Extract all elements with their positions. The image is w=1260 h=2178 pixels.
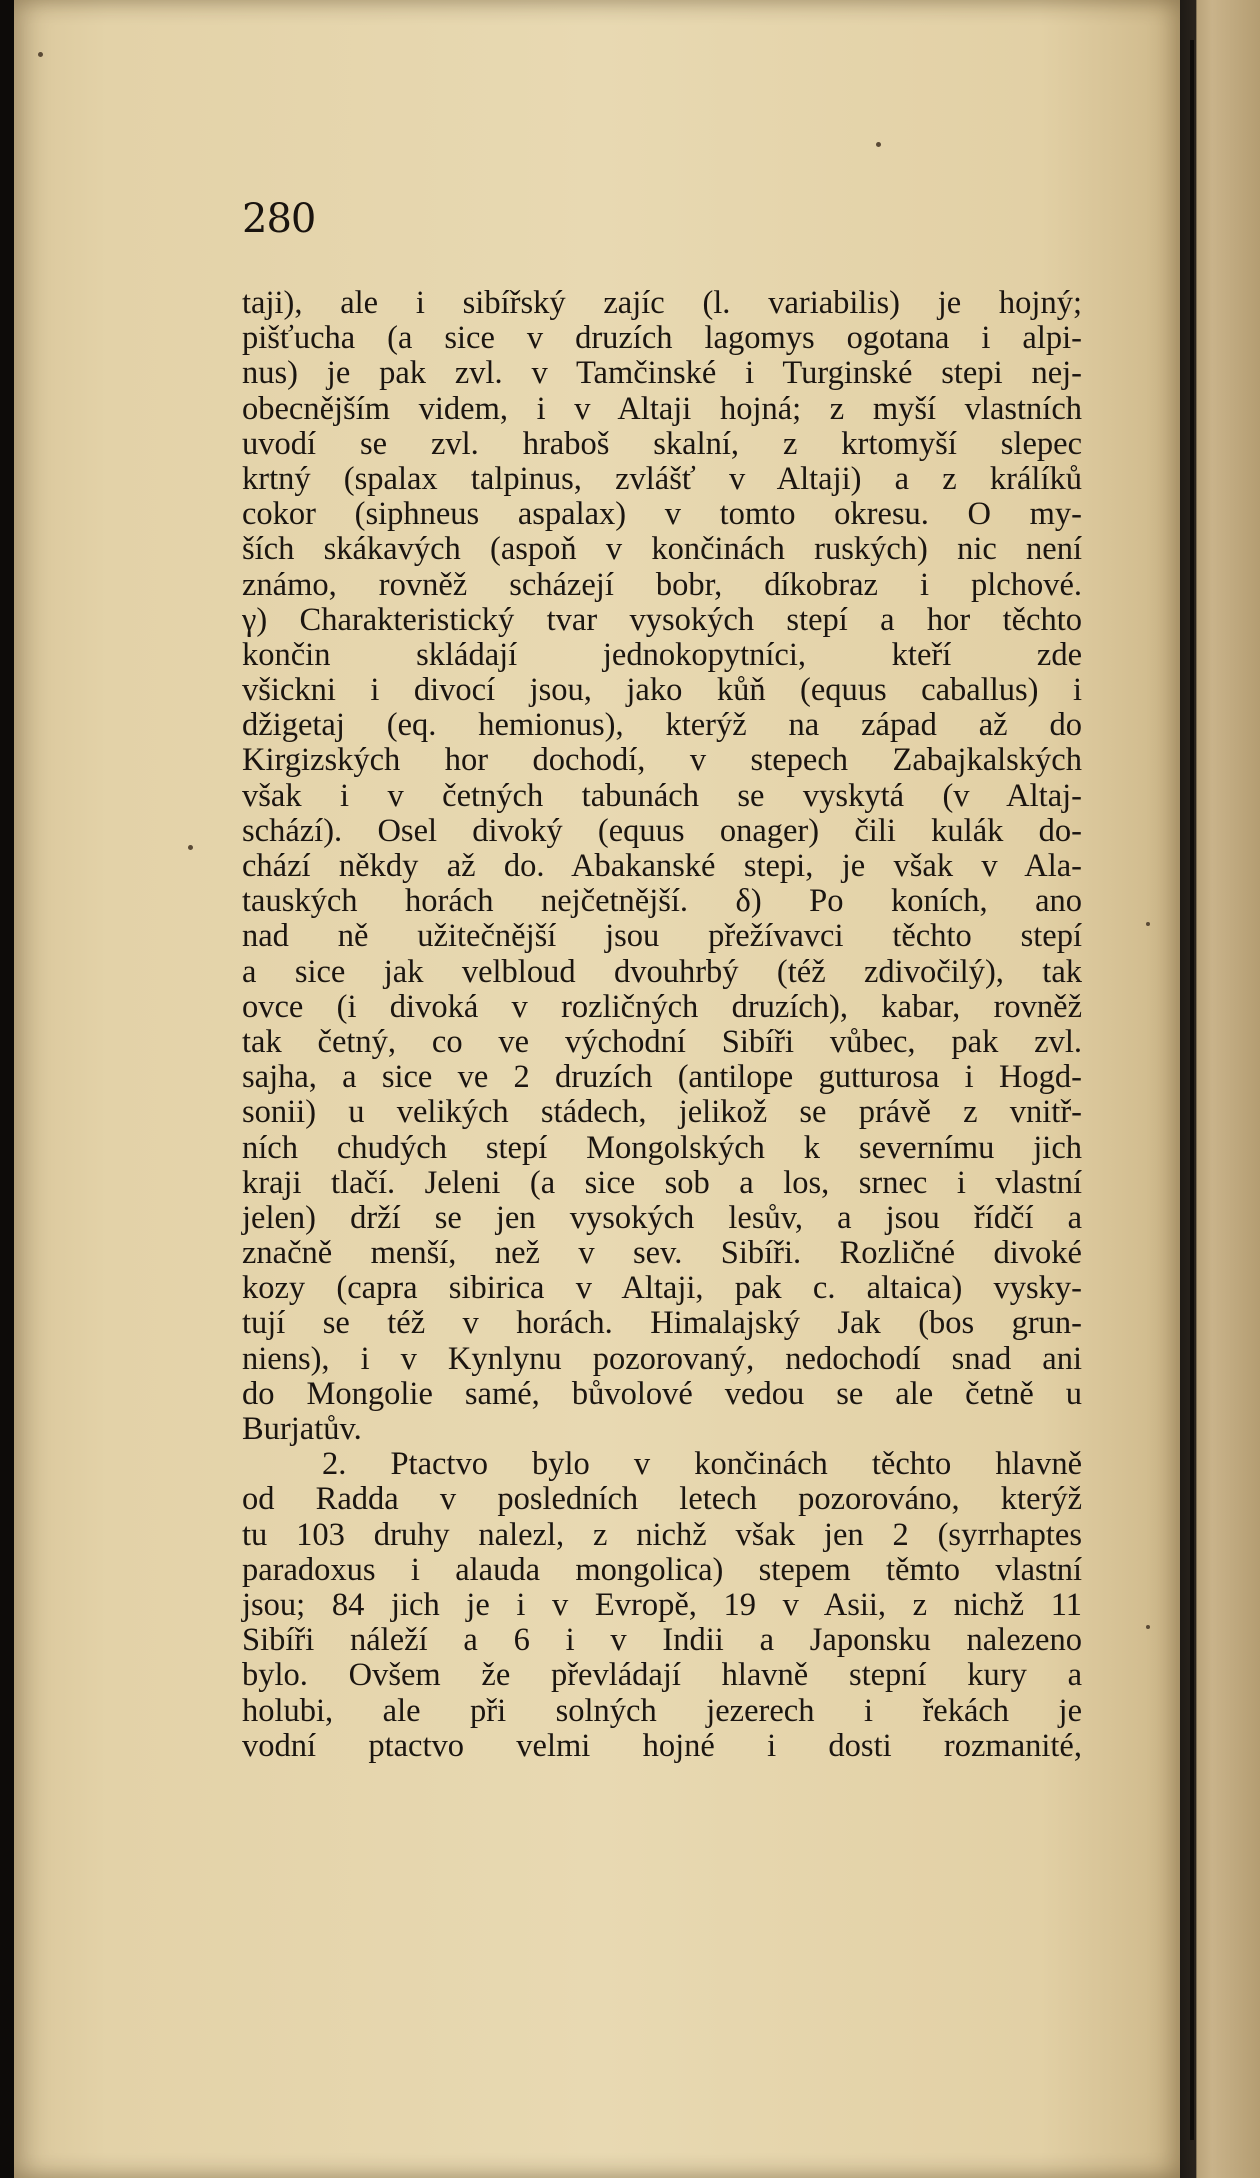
text-line: tují se též v horách. Himalajský Jak (bos grun- [242,1305,1082,1342]
text-line: sonii) u velikých stádech, jelikož se právě z vnitř- [242,1094,1082,1131]
paragraph-start-line: 2. Ptactvo bylo v končinách těchto hlavně [322,1446,1082,1483]
text-line: značně menší, než v sev. Sibíři. Rozličné divoké [242,1235,1082,1272]
page-edge-line [1190,40,1194,2140]
text-line: a sice jak velbloud dvouhrbý (též zdivočilý), tak [242,953,1082,990]
text-line: pišťucha (a sice v druzích lagomys ogotana i alpi- [242,320,1082,357]
text-line: tu 103 druhy nalezl, z nichž však jen 2 (syrrhaptes [242,1516,1082,1553]
paper-speck [188,845,193,850]
spine-shadow [0,0,14,2178]
text-line: holubi, ale při solných jezerech i řekách je [242,1692,1082,1729]
text-line: cokor (siphneus aspalax) v tomto okresu. O my- [242,496,1082,533]
text-line: vodní ptactvo velmi hojné i dosti rozmanité, [242,1727,1082,1764]
text-line: obecnějším videm, i v Altaji hojná; z myší vlastních [242,390,1082,427]
text-line: do Mongolie samé, bůvolové vedou se ale četně u [242,1375,1082,1412]
paper-speck [38,52,43,57]
paper-speck [1146,922,1150,926]
text-line: však i v četných tabunách se vyskytá (v Altaj- [242,777,1082,814]
text-line: taji), ale i sibířský zajíc (l. variabilis) je hojný; [242,285,1082,321]
text-line: krtný (spalax talpinus, zvlášť v Altaji) a z králíků [242,460,1082,497]
text-line: nus) je pak zvl. v Tamčinské i Turginské stepi nej- [242,355,1082,392]
text-line: džigetaj (eq. hemionus), kterýž na západ až do [242,707,1082,744]
text-line: paradoxus i alauda mongolica) stepem těmto vlastní [242,1551,1082,1588]
text-line: ších skákavých (aspoň v končinách ruských) nic není [242,531,1082,568]
text-line: kozy (capra sibirica v Altaji, pak c. altaica) vysky- [242,1270,1082,1307]
text-line: Burjatův. [242,1411,362,1447]
page-number: 280 [242,196,316,242]
text-line: známo, rovněž scházejí bobr, díkobraz i plchové. [242,566,1082,603]
text-line: končin skládají jednokopytníci, kteří zde [242,636,1082,673]
text-line: jelen) drží se jen vysokých lesův, a jsou řídčí a [242,1199,1082,1236]
text-line: nad ně užitečnější jsou přežívavci těchto stepí [242,918,1082,955]
paper-speck [876,142,881,147]
text-line: uvodí se zvl. hraboš skalní, z krtomyší slepec [242,425,1082,462]
text-line: tauských horách nejčetnější. δ) Po koních, ano [242,883,1082,920]
body-text [242,286,1082,1764]
text-line: jsou; 84 jich je i v Evropě, 19 v Asii, z nichž 11 [242,1586,1082,1623]
text-line: tak četný, co ve východní Sibíři vůbec, pak zvl. [242,1023,1082,1060]
text-line: kraji tlačí. Jeleni (a sice sob a los, srnec i vlastní [242,1164,1082,1201]
paper-speck [1146,1625,1150,1629]
text-line: Sibíři náleží a 6 i v Indii a Japonsku nalezeno [242,1622,1082,1659]
text-line: schází). Osel divoký (equus onager) čili kulák do- [242,812,1082,849]
text-line: γ) Charakteristický tvar vysokých stepí a hor těchto [242,601,1082,638]
text-line: od Radda v posledních letech pozorováno, kterýž [242,1481,1082,1518]
text-line: bylo. Ovšem že převládají hlavně stepní kury a [242,1657,1082,1694]
text-line: všickni i divocí jsou, jako kůň (equus caballus) i [242,672,1082,709]
text-line: Kirgizských hor dochodí, v stepech Zabajkalských [242,742,1082,779]
text-line: sajha, a sice ve 2 druzích (antilope gutturosa i Hogd- [242,1059,1082,1096]
text-line: ních chudých stepí Mongolských k severnímu jich [242,1129,1082,1166]
text-line: niens), i v Kynlynu pozorovaný, nedochodí snad ani [242,1340,1082,1377]
text-line: ovce (i divoká v rozličných druzích), kabar, rovněž [242,988,1082,1025]
text-line: chází někdy až do. Abakanské stepi, je však v Ala- [242,848,1082,884]
